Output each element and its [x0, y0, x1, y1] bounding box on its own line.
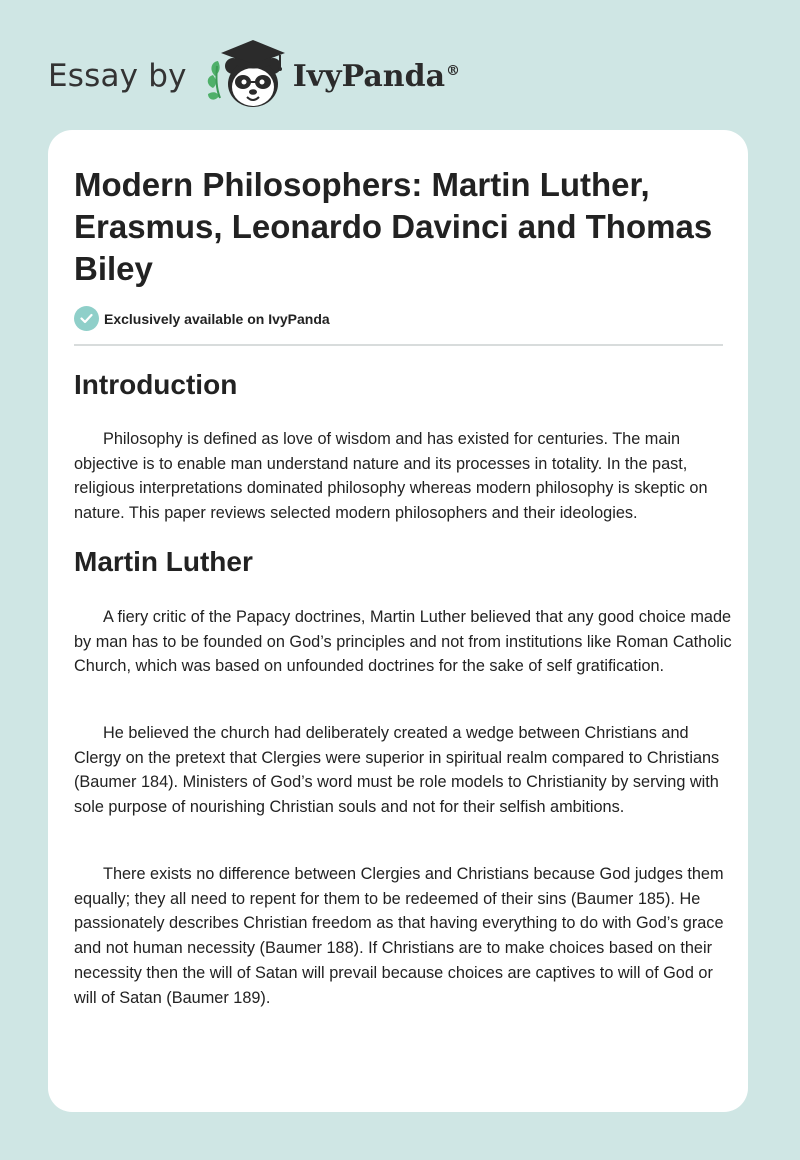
brand-name — [293, 59, 460, 94]
title-divider — [74, 344, 723, 346]
paragraph: He believed the church had deliberately created a wedge between Christians and Clergy on the pretext that Clergies were superior in spiritual realm compared to Christians (Baumer 184). Ministers of God’s word must be role models to Christianity by serving with sole purpose of nourishing Christian souls and not for their selfish ambitions. — [74, 724, 720, 817]
paragraph: There exists no difference between Clergies and Christians because God judges them equally; they all need to repent for them to be redeemed of their sins (Baumer 185). He passionately describes Christian freedom as that having everything to do with God’s grace and not human necessity (Baumer 188). If Christians are to make choices based on their necessity then the will of Satan will prevail because choices are captives to will of God or will of Satan (Baumer 189). — [74, 865, 724, 1007]
paragraph: Philosophy is defined as love of wisdom and has existed for centuries. The main objective is to enable man understand nature and its processes in totality. In the past, religious interpretations dominated philosophy whereas modern philosophy is skeptic on nature. This paper reviews selected modern philosophers and their ideologies. — [74, 430, 708, 523]
section-heading-introduction: Introduction — [74, 369, 238, 400]
brand-prefix: Essay by — [48, 58, 187, 94]
registered-mark: ® — [446, 62, 461, 79]
panda-logo-icon — [205, 36, 289, 112]
paragraph: A fiery critic of the Papacy doctrines, Martin Luther believed that any good choice made by man has to be founded on God’s principles and not from institutions like Roman Catholic Church, which was based on unfounded doctrines for the sake of self gratification. — [74, 608, 732, 676]
ivypanda-logo-link[interactable] — [205, 36, 460, 112]
checkmark-glyph-icon — [80, 313, 93, 324]
essay-title: Modern Philosophers: Martin Luther, Erasmus, Leonardo Davinci and Thomas Biley — [74, 166, 713, 287]
badge-text: Exclusively available on IvyPanda — [104, 310, 330, 327]
check-icon — [74, 306, 99, 331]
section-heading-martin-luther: Martin Luther — [74, 546, 253, 577]
exclusive-badge — [74, 306, 330, 331]
site-header — [48, 34, 460, 114]
brand-name-text: IvyPanda — [292, 58, 446, 94]
essay-card — [48, 130, 748, 1112]
